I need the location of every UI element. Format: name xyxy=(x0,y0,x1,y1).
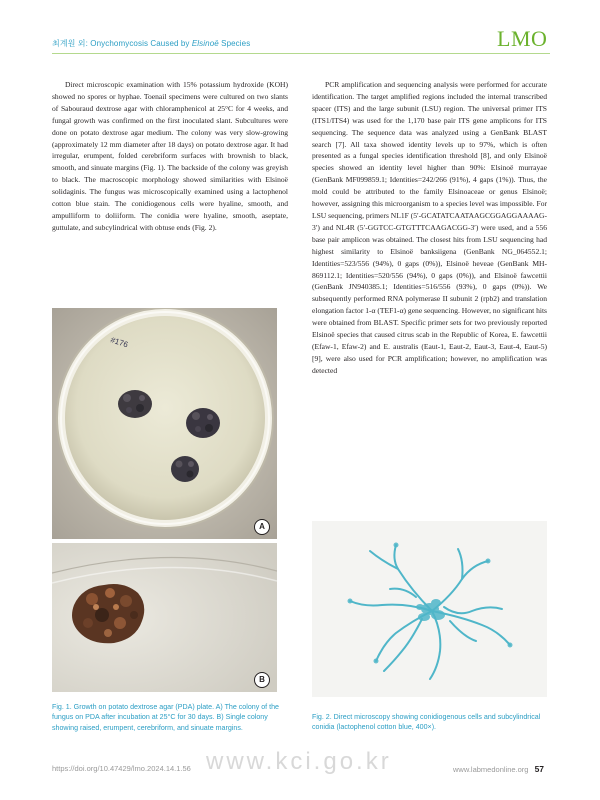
footer-site xyxy=(453,764,544,774)
header-title-prefix: Onychomycosis Caused by xyxy=(90,39,190,48)
right-paragraph: PCR amplification and sequencing analysis were performed for accurate identification. The target amplified regions included the internal transcribed spacer (ITS) and the large subunit (LSU) region. The universal primer ITS (ITS1/ITS4) was used for the 1,170 base pair ITS gene amplicons for ITS sequencing. The sequence data was analyzed using a GenBank BLAST search [7]. All taxa showed identity levels up to 97%, which is often presented as a fungal species identification threshold [8], and only Elsinoë species showed an identity level higher than 90%: Elsinoë murrayae (GenBank MF099859.1; Identities=242/266 (91%), 4 gaps (1%)). Thus, the mold could be attributed to the family Elsinoaceae or genus Elsinoë; however, assigning this microorganism to a species level was impossible. For LSU sequencing, primers NL1F (5′-GCATATCAATAAGCGGAGGAAAAG-3′) and NL4R (5′-GGTCC-GTGTTTCAAGACGG-3′) were used, and a 556 base pair amplicon was obtained. The closest hits from LSU sequencing had highest similarity to Elsinoë banksiigena (GenBank NG_064552.1; Identities=523/556 (94%), 0 gaps (0%)), Elsinoë heveae (GenBank MH-869112.1; Identities=520/556 (94%), 0 gaps (0%)), and Elsinoë fawcettii (GenBank JN940385.1; Identities=516/556 (93%), 0 gaps (0%)). We subsequently performed RNA polymerase II subunit 2 (rpb2) and translation elongation factor 1-α (TEF1-α) gene sequencing. However, no significant hits were obtained from BLAST. Specific primer sets for two previously reported Elsinoë species that caused citrus scab in the Republic of Korea, E. fawcettii (Efaw-1, Efaw-2) and E. australis (Eaut-1, Eaut-2, Eaut-3, Eaut-4, Eaut-5) [9], were also used for PCR amplification; however, no amplification was detected xyxy=(312,80,548,375)
figure-1-caption: Fig. 1. Growth on potato dextrose agar (PDA) plate. A) The colony of the fungus on PDA after incubation at 25°C for 30 days. B) Single colony showing raised, erumpent, cerebriform, and sinuate margins. xyxy=(52,703,279,732)
colony-1 xyxy=(118,390,152,418)
running-header: 최계원 외: Onychomycosis Caused by Elsinoë Species xyxy=(52,39,251,48)
petri-dish-image xyxy=(52,308,277,539)
panel-label-b: B xyxy=(254,672,270,688)
left-column xyxy=(52,79,288,234)
page-number: 57 xyxy=(534,764,545,774)
figure-2 xyxy=(312,521,547,697)
panel-label-a: A xyxy=(254,519,270,535)
header-title-species: Elsinoë xyxy=(191,39,219,48)
left-paragraph: Direct microscopic examination with 15% potassium hydroxide (KOH) showed no spores or hyphae. Toenail specimens were cultured on two slants of Sabouraud dextrose agar with chloramphenicol at 25°C for 4 weeks, and fungal growth was confirmed on the first inoculated slant. Subcultures were done on potato dextrose agar medium. The colony was very slow-growing (approximately 12 mm diameter after 18 days) on potato dextrose agar. It had irregular, erumpent, folded cerebriform surfaces with brownish to black, smooth, and sinuate margins (Fig. 1). The backside of the colony was greyish to black. The macroscopic morphology showed similarities with Elsinoë solidaginis. The fungus was microscopically examined using a lactophenol cotton blue stain. The conidiogenous cells were hyaline, smooth, and ampulliform to doliiform. The conidia were hyaline, smooth, aseptate, guttulate, and subcylindrical with obtuse ends (Fig. 2). xyxy=(52,80,288,232)
plate-marking: #176 xyxy=(109,335,130,350)
journal-logo: LMO xyxy=(497,26,548,51)
figure-1-panel-a xyxy=(52,308,277,539)
header-title-suffix: Species xyxy=(221,39,251,48)
figure-1 xyxy=(52,308,277,692)
single-colony-image xyxy=(52,543,277,692)
right-column xyxy=(312,79,547,377)
header-rule xyxy=(52,53,550,54)
footer-doi: https://doi.org/10.47429/lmo.2024.14.1.56 xyxy=(52,764,191,773)
watermark: www.kci.go.kr xyxy=(206,748,392,775)
microscopy-image xyxy=(312,521,547,697)
figure-1-panel-b xyxy=(52,543,277,692)
colony-3 xyxy=(171,456,199,482)
colony-2 xyxy=(186,408,220,438)
header-author: 최계원 외 xyxy=(52,39,86,48)
figure-2-caption: Fig. 2. Direct microscopy showing conidiogenous cells and subcylindrical conidia (lactophenol cotton blue, 400×). xyxy=(312,713,541,732)
footer-site-url: www.labmedonline.org xyxy=(453,765,529,774)
